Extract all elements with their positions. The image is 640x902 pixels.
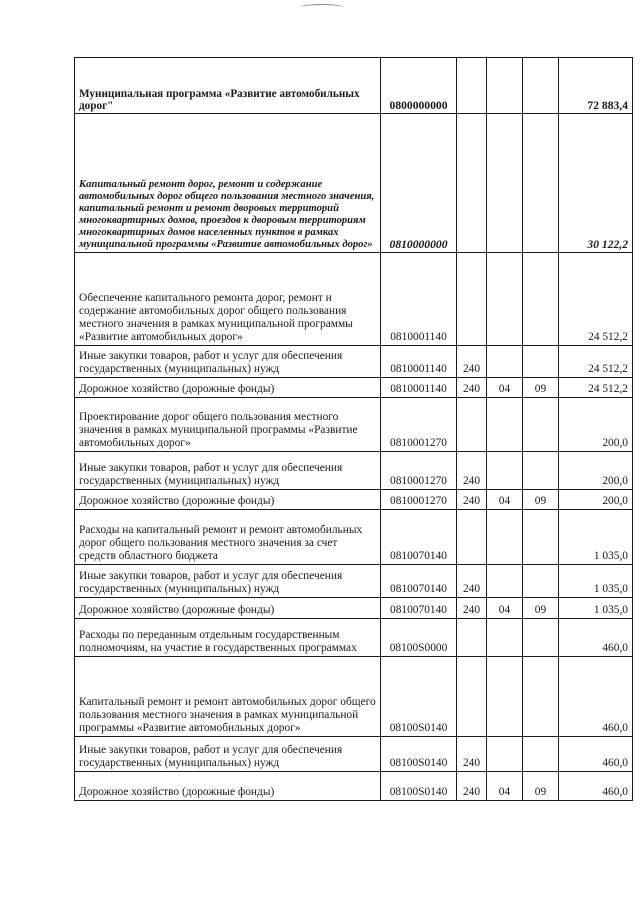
row-rz — [487, 253, 523, 346]
row-vr — [457, 114, 487, 253]
row-code: 0800000000 — [381, 58, 457, 114]
row-rz — [487, 398, 523, 452]
row-pr — [523, 619, 559, 657]
page-top-mark — [300, 4, 344, 11]
row-vr — [457, 619, 487, 657]
row-vr — [457, 510, 487, 565]
row-sum: 1 035,0 — [559, 565, 633, 598]
row-sum: 1 035,0 — [559, 598, 633, 619]
row-name: Дорожное хозяйство (дорожные фонды) — [75, 598, 381, 619]
table-row — [75, 398, 633, 452]
row-name: Расходы на капитальный ремонт и ремонт автомобильных дорог общего пользования местного значения за счет средств областного бюджета — [75, 510, 381, 565]
row-sum: 460,0 — [559, 657, 633, 737]
row-vr: 240 — [457, 346, 487, 378]
table-row — [75, 253, 633, 346]
row-pr — [523, 510, 559, 565]
row-rz — [487, 346, 523, 378]
row-sum: 460,0 — [559, 619, 633, 657]
row-pr: 09 — [523, 378, 559, 398]
row-code: 08100S0140 — [381, 737, 457, 772]
row-name: Капитальный ремонт дорог, ремонт и содержание автомобильных дорог общего пользования местного значения, капитальный ремонт и ремонт дворовых территорий многоквартирных домов, проездов к дворовым территориям многоквартирных домов населенных пунктов в рамках муниципальной программы «Развитие автомобильных дорог» — [75, 114, 381, 253]
row-sum: 24 512,2 — [559, 378, 633, 398]
row-code: 08100S0140 — [381, 772, 457, 801]
row-vr: 240 — [457, 452, 487, 490]
row-vr: 240 — [457, 490, 487, 510]
row-sum: 200,0 — [559, 398, 633, 452]
row-code: 0810001270 — [381, 398, 457, 452]
row-code: 0810070140 — [381, 598, 457, 619]
row-pr: 09 — [523, 772, 559, 801]
row-vr: 240 — [457, 772, 487, 801]
row-name: Капитальный ремонт и ремонт автомобильных дорог общего пользования местного значения в рамках муниципальной программы «Развитие автомобильных дорог» — [75, 657, 381, 737]
row-pr — [523, 346, 559, 378]
row-name: Муниципальная программа «Развитие автомобильных дорог" — [75, 58, 381, 114]
row-name: Дорожное хозяйство (дорожные фонды) — [75, 490, 381, 510]
row-rz — [487, 565, 523, 598]
row-pr — [523, 737, 559, 772]
row-vr — [457, 253, 487, 346]
row-vr: 240 — [457, 565, 487, 598]
row-name: Иные закупки товаров, работ и услуг для обеспечения государственных (муниципальных) нужд — [75, 452, 381, 490]
row-pr: 09 — [523, 490, 559, 510]
row-rz — [487, 619, 523, 657]
row-rz — [487, 657, 523, 737]
row-rz — [487, 510, 523, 565]
row-sum: 200,0 — [559, 490, 633, 510]
row-vr: 240 — [457, 598, 487, 619]
row-code: 08100S0140 — [381, 657, 457, 737]
row-sum: 24 512,2 — [559, 346, 633, 378]
table-row — [75, 737, 633, 772]
row-sum: 72 883,4 — [559, 58, 633, 114]
row-code: 0810000000 — [381, 114, 457, 253]
row-name: Иные закупки товаров, работ и услуг для обеспечения государственных (муниципальных) нужд — [75, 346, 381, 378]
row-name: Обеспечение капитального ремонта дорог, ремонт и содержание автомобильных дорог общего пользования местного значения в рамках муниципальной программы «Развитие автомобильных дорог» — [75, 253, 381, 346]
row-rz: 04 — [487, 490, 523, 510]
row-pr — [523, 452, 559, 490]
row-code: 0810001270 — [381, 490, 457, 510]
row-rz — [487, 452, 523, 490]
row-vr: 240 — [457, 378, 487, 398]
row-sum: 30 122,2 — [559, 114, 633, 253]
row-pr — [523, 565, 559, 598]
table-row — [75, 772, 633, 801]
row-sum: 1 035,0 — [559, 510, 633, 565]
table-row — [75, 598, 633, 619]
row-code: 0810070140 — [381, 565, 457, 598]
row-pr — [523, 58, 559, 114]
table-row — [75, 378, 633, 398]
row-rz: 04 — [487, 378, 523, 398]
row-code: 0810001270 — [381, 452, 457, 490]
row-name: Дорожное хозяйство (дорожные фонды) — [75, 378, 381, 398]
row-code: 0810070140 — [381, 510, 457, 565]
row-vr — [457, 657, 487, 737]
table-row — [75, 619, 633, 657]
row-name: Иные закупки товаров, работ и услуг для обеспечения государственных (муниципальных) нужд — [75, 565, 381, 598]
row-code: 0810001140 — [381, 253, 457, 346]
table-row — [75, 58, 633, 114]
row-code: 08100S0000 — [381, 619, 457, 657]
row-name: Дорожное хозяйство (дорожные фонды) — [75, 772, 381, 801]
row-sum: 24 512,2 — [559, 253, 633, 346]
row-pr — [523, 253, 559, 346]
budget-table — [74, 57, 633, 801]
row-code: 0810001140 — [381, 378, 457, 398]
table-row — [75, 510, 633, 565]
row-rz: 04 — [487, 598, 523, 619]
table-row — [75, 452, 633, 490]
row-vr: 240 — [457, 737, 487, 772]
row-name: Иные закупки товаров, работ и услуг для обеспечения государственных (муниципальных) нужд — [75, 737, 381, 772]
row-sum: 200,0 — [559, 452, 633, 490]
row-code: 0810001140 — [381, 346, 457, 378]
row-pr: 09 — [523, 598, 559, 619]
table-row — [75, 565, 633, 598]
table-row — [75, 346, 633, 378]
row-rz — [487, 58, 523, 114]
row-name: Проектирование дорог общего пользования местного значения в рамках муниципальной программы «Развитие автомобильных дорог» — [75, 398, 381, 452]
row-name: Расходы по переданным отдельным государственным полномочиям, на участие в государственных программах — [75, 619, 381, 657]
budget-table-body — [75, 58, 633, 801]
row-pr — [523, 657, 559, 737]
row-sum: 460,0 — [559, 737, 633, 772]
row-pr — [523, 114, 559, 253]
table-row — [75, 490, 633, 510]
row-rz — [487, 114, 523, 253]
row-sum: 460,0 — [559, 772, 633, 801]
row-vr — [457, 58, 487, 114]
table-row — [75, 657, 633, 737]
row-pr — [523, 398, 559, 452]
row-vr — [457, 398, 487, 452]
table-row — [75, 114, 633, 253]
row-rz — [487, 737, 523, 772]
row-rz: 04 — [487, 772, 523, 801]
